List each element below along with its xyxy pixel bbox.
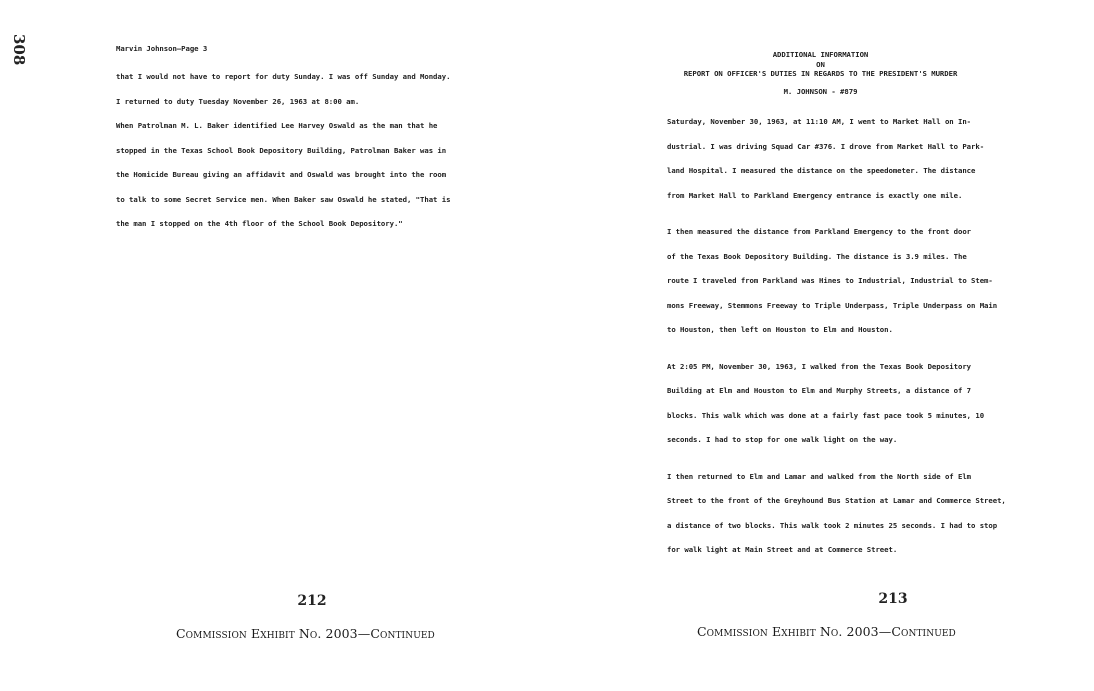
text-line: dustrial. I was driving Squad Car #376. I drove from Market Hall to Park- xyxy=(667,141,985,151)
exhibit-caption: Commission Exhibit No. 2003—Continued xyxy=(176,626,435,641)
right-page xyxy=(547,0,1094,691)
paragraph xyxy=(667,355,1006,453)
paragraph-gap xyxy=(667,453,1006,465)
text-line: Street to the front of the Greyhound Bus Station at Lamar and Commerce Street, xyxy=(667,496,1006,505)
text-line: I then measured the distance from Parkland Emergency to the front door xyxy=(667,227,972,236)
text-line: to talk to some Secret Service men. When Baker saw Oswald he stated, "That is xyxy=(116,194,451,204)
paragraph xyxy=(667,110,1006,208)
text-line: from Market Hall to Parkland Emergency entrance is exactly one mile. xyxy=(667,190,963,200)
paragraph-gap xyxy=(667,343,1006,355)
text-line: When Patrolman M. L. Baker identified Lee Harvey Oswald as the man that he xyxy=(116,121,438,130)
text-line: for walk light at Main Street and at Commerce Street. xyxy=(667,545,898,554)
text-line: a distance of two blocks. This walk took 2 minutes 25 seconds. I had to stop xyxy=(667,520,998,530)
running-head: Marvin Johnson—Page 3 xyxy=(116,44,208,53)
text-line: seconds. I had to stop for one walk light on the way. xyxy=(667,435,898,444)
title-line: REPORT ON OFFICER'S DUTIES IN REGARDS TO THE PRESIDENT'S MURDER xyxy=(683,69,958,78)
title-line: ADDITIONAL INFORMATION xyxy=(772,50,869,59)
text-line: that I would not have to report for duty Sunday. I was off Sunday and Monday. xyxy=(116,72,451,81)
right-body-text xyxy=(667,110,1006,563)
text-line: route I traveled from Parkland was Hines to Industrial, Industrial to Stem- xyxy=(667,276,993,285)
text-line: I returned to duty Tuesday November 26, 1963 at 8:00 am. xyxy=(116,96,360,106)
page-number: 212 xyxy=(297,593,327,609)
text-line: the man I stopped on the 4th floor of the School Book Depository." xyxy=(116,219,403,228)
text-line: to Houston, then left on Houston to Elm and Houston. xyxy=(667,325,893,334)
text-line: blocks. This walk which was done at a fairly fast pace took 5 minutes, 10 xyxy=(667,410,985,420)
paragraph xyxy=(667,220,1006,343)
text-line: mons Freeway, Stemmons Freeway to Triple Underpass, Triple Underpass on Main xyxy=(667,300,998,310)
report-title xyxy=(547,50,1094,96)
paragraph xyxy=(116,114,450,237)
text-line: land Hospital. I measured the distance on the speedometer. The distance xyxy=(667,166,976,175)
title-line: ON xyxy=(816,59,825,69)
officer-line: M. JOHNSON - #879 xyxy=(783,86,858,96)
page-number: 213 xyxy=(878,591,908,607)
text-line: I then returned to Elm and Lamar and walked from the North side of Elm xyxy=(667,471,972,481)
text-line: At 2:05 PM, November 30, 1963, I walked from the Texas Book Depository xyxy=(667,361,972,371)
text-line: of the Texas Book Depository Building. The distance is 3.9 miles. The xyxy=(667,251,967,261)
left-body-text xyxy=(116,65,450,237)
paragraph xyxy=(667,465,1006,563)
text-line: the Homicide Bureau giving an affidavit and Oswald was brought into the room xyxy=(116,170,447,179)
text-line: Saturday, November 30, 1963, at 11:10 AM, I went to Market Hall on In- xyxy=(667,117,972,126)
text-line: stopped in the Texas School Book Depository Building, Patrolman Baker was in xyxy=(116,145,447,155)
paragraph-gap xyxy=(667,208,1006,220)
text-line: Building at Elm and Houston to Elm and Murphy Streets, a distance of 7 xyxy=(667,386,972,395)
rotated-page-number: 308 xyxy=(10,34,28,66)
exhibit-caption: Commission Exhibit No. 2003—Continued xyxy=(697,624,956,639)
paragraph xyxy=(116,65,450,114)
